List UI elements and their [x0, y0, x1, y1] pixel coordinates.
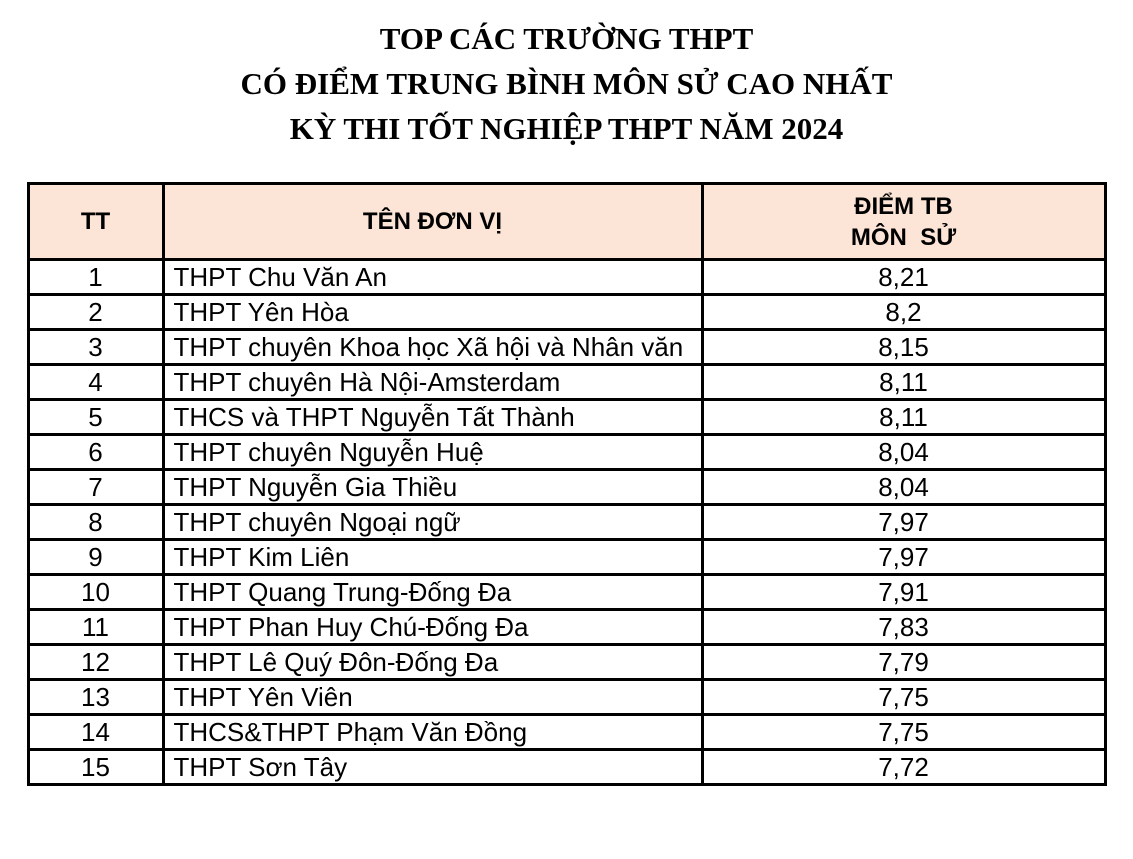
row-rank: 8: [28, 505, 163, 540]
row-score: 8,2: [702, 295, 1105, 330]
page-title-line-1: TOP CÁC TRƯỜNG THPT: [379, 21, 754, 56]
row-score: 8,04: [702, 470, 1105, 505]
row-score: 8,15: [702, 330, 1105, 365]
row-rank: 15: [28, 750, 163, 785]
row-school-name: THPT Lê Quý Đôn-Đống Đa: [163, 645, 702, 680]
row-rank: 6: [28, 435, 163, 470]
row-school-name: THCS và THPT Nguyễn Tất Thành: [163, 400, 702, 435]
table-row: [28, 365, 1105, 400]
row-score: 8,21: [702, 260, 1105, 295]
row-score: 8,11: [702, 400, 1105, 435]
score-table: [27, 182, 1107, 786]
row-rank: 9: [28, 540, 163, 575]
row-score: 7,83: [702, 610, 1105, 645]
column-header-score-line-1: ĐIỂM TB: [854, 192, 953, 220]
row-school-name: THPT chuyên Khoa học Xã hội và Nhân văn: [163, 330, 702, 365]
table-row: [28, 330, 1105, 365]
row-score: 7,79: [702, 645, 1105, 680]
table-row: [28, 260, 1105, 295]
row-score: 7,97: [702, 540, 1105, 575]
row-school-name: THPT Chu Văn An: [163, 260, 702, 295]
column-header-score-line-2: MÔN SỬ: [850, 223, 957, 251]
row-rank: 14: [28, 715, 163, 750]
row-rank: 2: [28, 295, 163, 330]
row-rank: 12: [28, 645, 163, 680]
row-rank: 4: [28, 365, 163, 400]
row-school-name: THPT Yên Hòa: [163, 295, 702, 330]
page-title-line-3: KỲ THI TỐT NGHIỆP THPT NĂM 2024: [289, 111, 844, 146]
table-row: [28, 610, 1105, 645]
table-row: [28, 715, 1105, 750]
table-row: [28, 400, 1105, 435]
row-score: 7,97: [702, 505, 1105, 540]
row-rank: 3: [28, 330, 163, 365]
row-school-name: THPT Quang Trung-Đống Đa: [163, 575, 702, 610]
row-score: 7,75: [702, 715, 1105, 750]
table-row: [28, 645, 1105, 680]
row-school-name: THPT Phan Huy Chú-Đống Đa: [163, 610, 702, 645]
row-score: 7,75: [702, 680, 1105, 715]
row-school-name: THPT Kim Liên: [163, 540, 702, 575]
table-row: [28, 470, 1105, 505]
table-row: [28, 435, 1105, 470]
table-row: [28, 540, 1105, 575]
row-score: 8,11: [702, 365, 1105, 400]
column-header-tt: TT: [28, 184, 163, 260]
row-rank: 5: [28, 400, 163, 435]
row-school-name: THPT Yên Viên: [163, 680, 702, 715]
table-header-row: [28, 184, 1105, 260]
table-row: [28, 680, 1105, 715]
row-score: 7,72: [702, 750, 1105, 785]
row-rank: 11: [28, 610, 163, 645]
table-row: [28, 575, 1105, 610]
table-row: [28, 750, 1105, 785]
table-row: [28, 505, 1105, 540]
row-score: 8,04: [702, 435, 1105, 470]
row-rank: 13: [28, 680, 163, 715]
row-school-name: THPT chuyên Hà Nội-Amsterdam: [163, 365, 702, 400]
row-school-name: THPT chuyên Nguyễn Huệ: [163, 435, 702, 470]
row-school-name: THPT Nguyễn Gia Thiều: [163, 470, 702, 505]
column-header-score: [702, 184, 1105, 260]
row-rank: 7: [28, 470, 163, 505]
row-rank: 1: [28, 260, 163, 295]
row-school-name: THPT Sơn Tây: [163, 750, 702, 785]
page-title-line-2: CÓ ĐIỂM TRUNG BÌNH MÔN SỬ CAO NHẤT: [240, 66, 893, 101]
row-school-name: THPT chuyên Ngoại ngữ: [163, 505, 702, 540]
row-score: 7,91: [702, 575, 1105, 610]
row-school-name: THCS&THPT Phạm Văn Đồng: [163, 715, 702, 750]
table-body: [28, 260, 1105, 785]
table-header: [28, 184, 1105, 260]
table-row: [28, 295, 1105, 330]
row-rank: 10: [28, 575, 163, 610]
column-header-name: TÊN ĐƠN VỊ: [163, 184, 702, 260]
page-title: [0, 0, 1133, 151]
